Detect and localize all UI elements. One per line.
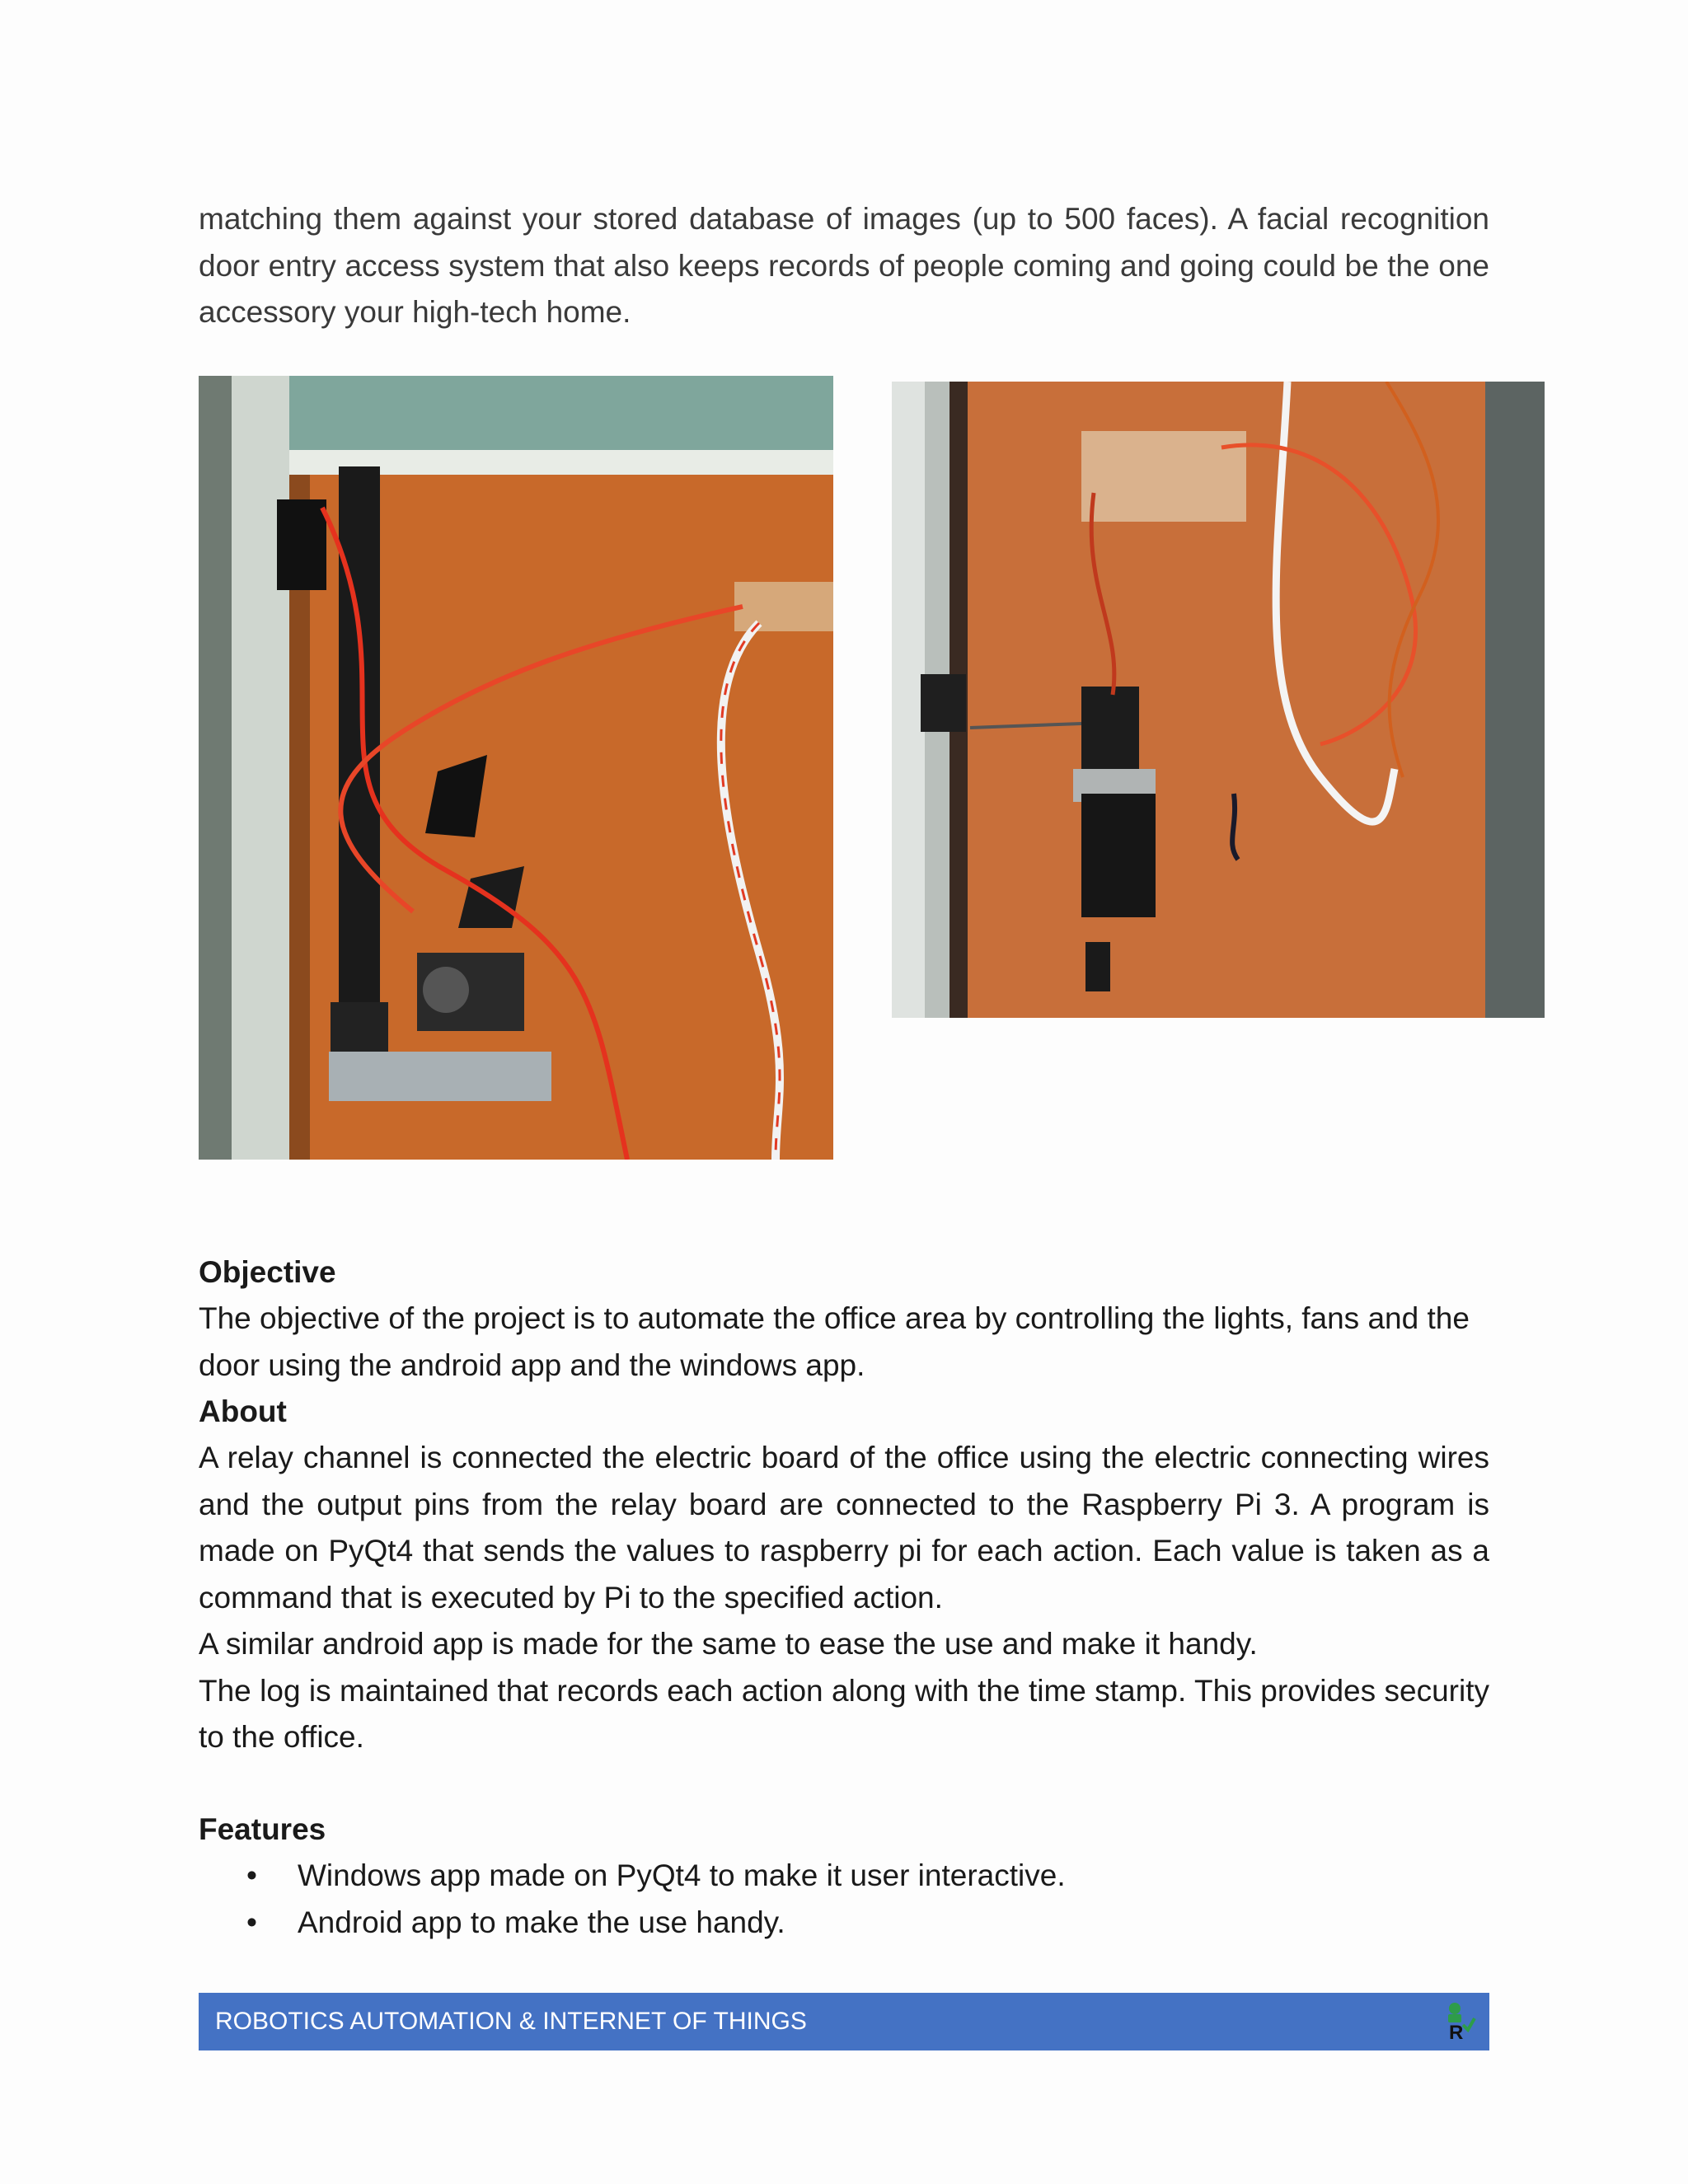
robot-logo-icon (1440, 2000, 1476, 2043)
footer-title: ROBOTICS AUTOMATION & INTERNET OF THINGS (215, 2008, 807, 2035)
list-item (199, 1900, 1489, 1947)
svg-text:R: R (1449, 2022, 1464, 2043)
bullet-icon: • (246, 1905, 257, 1939)
objective-heading: Objective (199, 1255, 336, 1289)
objective-paragraph: The objective of the project is to automate the office area by controlling the lights, fans and the door using the android app and the windows app. (199, 1301, 1470, 1382)
features-heading: Features (199, 1812, 326, 1846)
about-heading: About (199, 1394, 287, 1428)
photo-door-latch-servo (199, 376, 833, 1160)
photo-left-drawing (199, 376, 833, 1160)
about-paragraph-1: A relay channel is connected the electric board of the office using the electric connecting wires and the output pins from the relay board are connected to the Raspberry Pi 3. A program is made on PyQt4 that sends the values to raspberry pi for each action. Each value is taken as a command that is executed by Pi to the specified action. (199, 1441, 1489, 1615)
photo-right-drawing (892, 382, 1545, 1018)
features-list (199, 1853, 1489, 1946)
bullet-icon: • (246, 1858, 257, 1892)
photo-door-servo-taped (892, 382, 1545, 1018)
about-paragraph-2: A similar android app is made for the same to ease the use and make it handy. (199, 1627, 1258, 1661)
about-paragraph-3: The log is maintained that records each action along with the time stamp. This provides security to the office. (199, 1673, 1489, 1754)
about-body (199, 1435, 1489, 1761)
feature-text: Windows app made on PyQt4 to make it user interactive. (298, 1858, 1066, 1892)
page-footer-banner (199, 1993, 1489, 2050)
list-item (199, 1853, 1489, 1900)
intro-paragraph: matching them against your stored database of images (up to 500 faces). A facial recognition door entry access system that also keeps records of people coming and going could be the one accessory your high-tech home. (199, 202, 1489, 329)
feature-text: Android app to make the use handy. (298, 1905, 785, 1939)
